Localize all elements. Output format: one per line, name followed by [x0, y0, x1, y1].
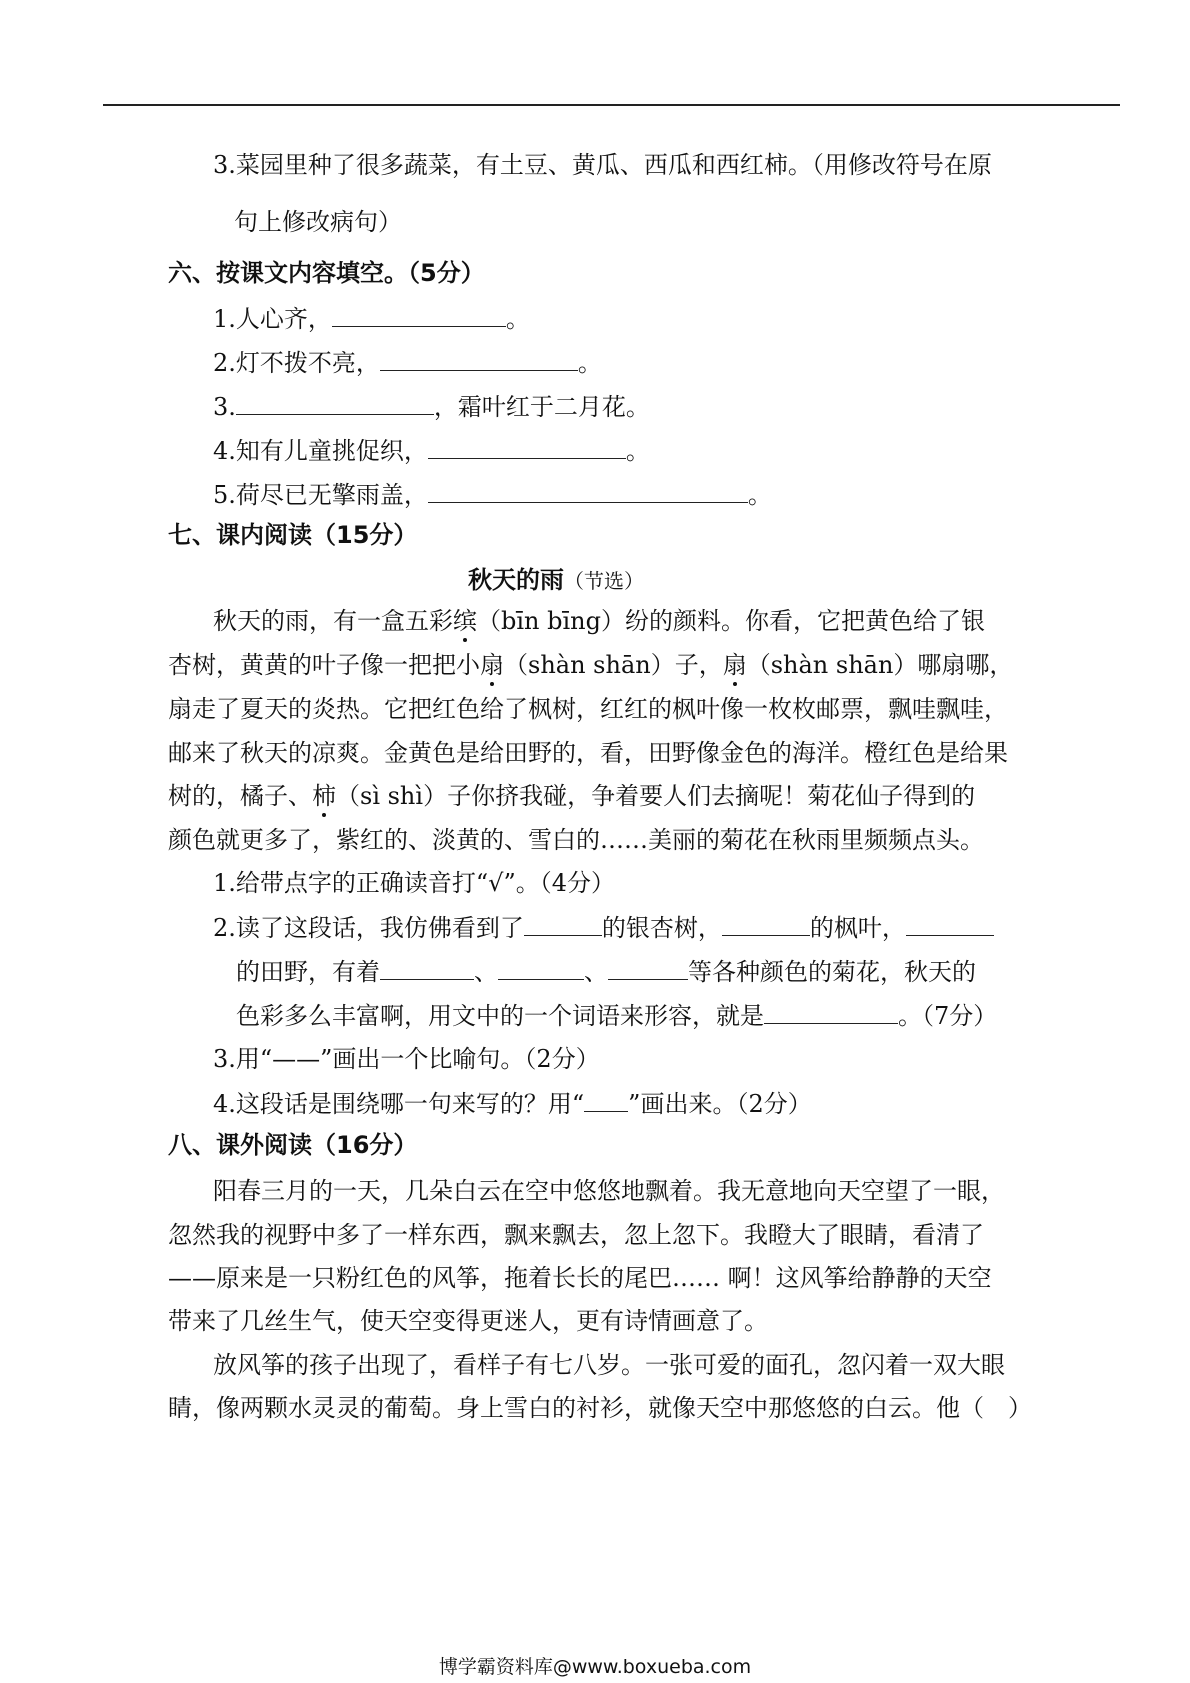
passage-text: （shàn shān）子， — [504, 651, 723, 679]
s6-question-4 — [213, 436, 650, 466]
passage-line-3: 扇走了夏天的炎热。它把红色给了枫树，红红的枫叶像一枚枚邮票，飘哇飘哇， — [168, 695, 1008, 723]
passage-text: （shàn shān）哪扇哪， — [746, 651, 1014, 679]
section-6-heading: 六、按课文内容填空。（5分） — [168, 259, 485, 287]
answer-blank[interactable] — [236, 392, 434, 415]
s6-question-3 — [213, 392, 650, 422]
answer-blank[interactable] — [380, 957, 474, 980]
answer-blank[interactable] — [722, 913, 810, 936]
reading-line-3: ——原来是一只粉红色的风筝，拖着长长的尾巴…… 啊！这风筝给静静的天空 — [168, 1264, 992, 1292]
underline-sample — [584, 1089, 628, 1112]
s6-q4-end: 。 — [625, 437, 650, 465]
s7-question-2-line1 — [213, 913, 994, 943]
question-text: 的田野，有着 — [236, 958, 380, 986]
s6-q2-end: 。 — [577, 349, 602, 377]
dotted-char: 扇 — [480, 651, 504, 679]
passage-text: （bīn bīng）纷的颜料。你看，它把黄色给了银 — [477, 607, 985, 635]
s6-q1-end: 。 — [505, 305, 530, 333]
reading-line-5: 放风筝的孩子出现了，看样子有七八岁。一张可爱的面孔，忽闪着一双大眼 — [213, 1351, 1005, 1379]
reading-line-4: 带来了几丝生气，使天空变得更迷人，更有诗情画意了。 — [168, 1307, 768, 1335]
s7-question-3: 3.用“——”画出一个比喻句。（2分） — [213, 1045, 600, 1073]
passage-line-2 — [168, 650, 1013, 680]
answer-blank[interactable] — [380, 348, 578, 371]
dotted-char: 扇 — [722, 651, 747, 679]
passage-text: 树的，橘子、 — [168, 782, 312, 810]
question-text: 4.这段话是围绕哪一句来写的？用“ — [213, 1090, 585, 1118]
s5-question-3-line2: 句上修改病句） — [234, 208, 402, 236]
reading-line-6: 睛，像两颗水灵灵的葡萄。身上雪白的衬衫，就像天空中那悠悠的白云。他（ ） — [168, 1394, 1032, 1422]
answer-blank[interactable] — [332, 304, 506, 327]
question-text: 2.读了这段话，我仿佛看到了 — [213, 914, 524, 942]
s7-question-2-line2 — [236, 957, 976, 987]
s6-q2-text: 2.灯不拨不亮， — [213, 349, 380, 377]
answer-blank[interactable] — [524, 913, 602, 936]
s6-q4-text: 4.知有儿童挑促织， — [213, 437, 428, 465]
passage-text: 秋天的雨，有一盒五彩 — [213, 607, 453, 635]
answer-blank[interactable] — [906, 913, 994, 936]
dotted-char: 柿 — [312, 782, 336, 810]
footer-watermark: 博学霸资料库@www.boxueba.com — [438, 1656, 752, 1678]
question-text: 色彩多么丰富啊，用文中的一个词语来形容，就是 — [236, 1002, 764, 1030]
section-7-heading: 七、课内阅读（15分） — [168, 521, 418, 549]
question-text: 。（7分） — [898, 1002, 998, 1030]
s6-q3-number: 3. — [213, 393, 236, 421]
s6-q5-text: 5.荷尽已无擎雨盖， — [213, 481, 428, 509]
passage-line-4: 邮来了秋天的凉爽。金黄色是给田野的，看，田野像金色的海洋。橙红色是给果 — [168, 739, 1008, 767]
s5-question-3-line1: 3.菜园里种了很多蔬菜，有土豆、黄瓜、西瓜和西红柿。（用修改符号在原 — [213, 151, 992, 179]
answer-blank[interactable] — [498, 957, 584, 980]
question-text: ”画出来。（2分） — [628, 1090, 812, 1118]
answer-blank[interactable] — [764, 1001, 898, 1024]
section-8-heading: 八、课外阅读（16分） — [168, 1131, 418, 1159]
passage-title-note: （节选） — [564, 569, 644, 593]
question-text: 的银杏树， — [601, 914, 722, 942]
s7-question-1: 1.给带点字的正确读音打“√”。（4分） — [213, 869, 615, 897]
s6-question-2 — [213, 348, 602, 378]
passage-title — [468, 565, 644, 596]
passage-line-5 — [168, 781, 975, 811]
answer-blank[interactable] — [608, 957, 688, 980]
passage-text: （sì shì）子你挤我碰，争着要人们去摘呢！菊花仙子得到的 — [336, 782, 976, 810]
question-text: 等各种颜色的菊花，秋天的 — [688, 958, 976, 986]
s6-question-1 — [213, 304, 530, 334]
question-text: 、 — [584, 958, 608, 986]
dotted-char: 缤 — [453, 607, 477, 635]
passage-line-1 — [213, 606, 985, 636]
s6-q5-end: 。 — [747, 481, 772, 509]
s6-q1-text: 1.人心齐， — [213, 305, 332, 333]
s7-question-2-line3 — [236, 1001, 997, 1031]
question-text: 、 — [474, 958, 498, 986]
top-rule — [103, 104, 1120, 106]
s6-q3-text: ，霜叶红于二月花。 — [433, 393, 650, 421]
question-text: 的枫叶， — [809, 914, 906, 942]
passage-line-6: 颜色就更多了，紫红的、淡黄的、雪白的……美丽的菊花在秋雨里频频点头。 — [168, 826, 984, 854]
passage-text: 杏树，黄黄的叶子像一把把小 — [168, 651, 480, 679]
passage-title-text: 秋天的雨 — [468, 566, 564, 594]
answer-blank[interactable] — [428, 480, 748, 503]
s7-question-4 — [213, 1089, 812, 1119]
answer-blank[interactable] — [428, 436, 626, 459]
reading-line-1: 阳春三月的一天，几朵白云在空中悠悠地飘着。我无意地向天空望了一眼， — [213, 1177, 1005, 1205]
reading-line-2: 忽然我的视野中多了一样东西，飘来飘去，忽上忽下。我瞪大了眼睛，看清了 — [168, 1221, 984, 1249]
s6-question-5 — [213, 480, 772, 510]
